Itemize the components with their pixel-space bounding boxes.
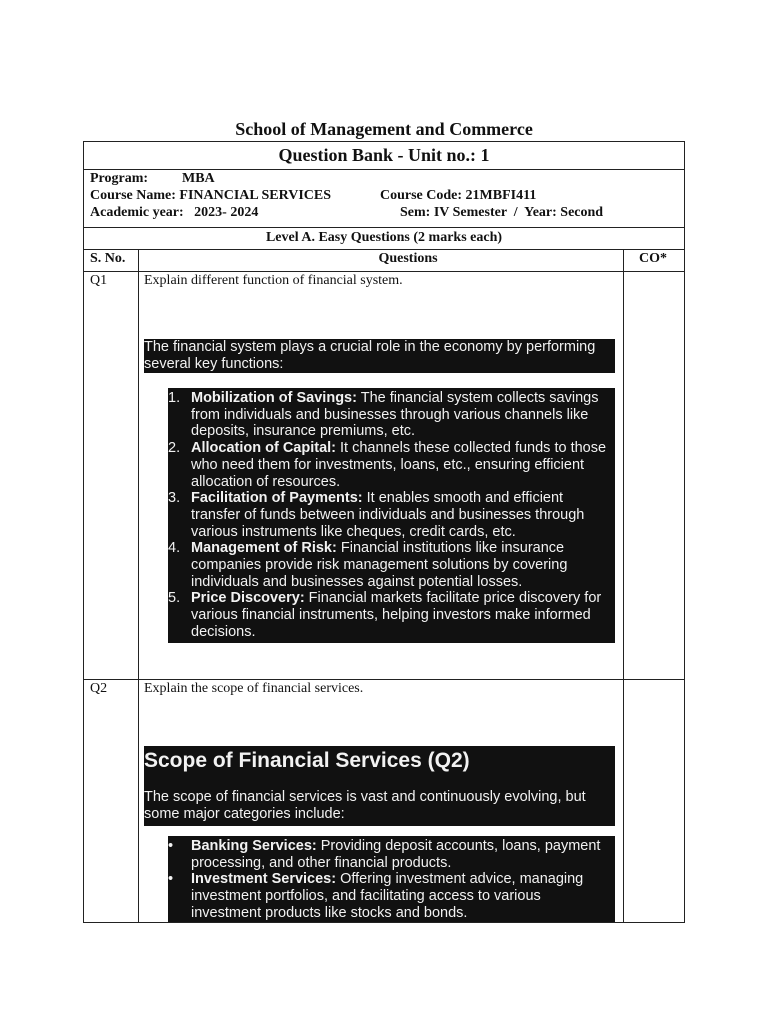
question-text: Explain the scope of financial services. <box>144 681 364 696</box>
column-divider <box>138 250 139 923</box>
answer-intro: The scope of financial services is vast and continuously evolving, but some major categories include: <box>144 789 586 822</box>
question-bank-table <box>83 141 685 923</box>
school-name: School of Management and Commerce <box>235 119 533 139</box>
header-questions: Questions <box>378 251 438 266</box>
question-number: Q2 <box>90 681 108 696</box>
list-item: 4. Management of Risk: Financial institutions like insurance companies provide risk management solutions by covering individuals and businesses against potential losses. <box>168 540 568 590</box>
program-label: Program: <box>90 171 149 186</box>
level-heading: Level A. Easy Questions (2 marks each) <box>265 230 503 245</box>
question-number: Q1 <box>90 273 108 288</box>
program-value: MBA <box>182 171 215 186</box>
sem-year: Sem: IV Semester / Year: Second <box>400 205 604 220</box>
answer-list <box>168 388 615 643</box>
list-item: 1. Mobilization of Savings: The financial system collects savings from individuals and businesses through various channels like deposits, insurance premiums, etc. <box>168 390 599 440</box>
course-name: Course Name: FINANCIAL SERVICES <box>90 188 332 203</box>
answer-list <box>168 836 615 923</box>
answer-intro: The financial system plays a crucial role in the economy by performing several key functions: <box>144 339 615 373</box>
divider <box>84 271 684 272</box>
course-code: Course Code: 21MBFI411 <box>380 188 537 203</box>
list-item: 2. Allocation of Capital: It channels these collected funds to those who need them for investments, loans, etc., ensuring efficient allocation of resources. <box>168 440 607 490</box>
list-item: 5. Price Discovery: Financial markets facilitate price discovery for various financial instruments, helping investors make informed decisions. <box>168 590 602 640</box>
list-item: • Banking Services: Providing deposit accounts, loans, payment processing, and other financial products. <box>168 838 601 871</box>
column-divider <box>623 250 624 923</box>
header-sno: S. No. <box>90 251 126 266</box>
list-item: • Investment Services: Offering investment advice, managing investment portfolios, and facilitating access to various investment products like stocks and bonds. <box>168 871 584 921</box>
course-info <box>90 170 685 221</box>
question-text: Explain different function of financial system. <box>144 273 403 288</box>
header-co: CO* <box>639 251 667 266</box>
table-header <box>84 249 684 271</box>
answer-heading: Scope of Financial Services (Q2) <box>144 749 470 772</box>
academic-year: Academic year: 2023- 2024 <box>90 205 259 220</box>
divider <box>84 679 684 680</box>
unit-title: Question Bank - Unit no.: 1 <box>278 145 490 165</box>
answer-block <box>144 746 615 826</box>
list-item: 3. Facilitation of Payments: It enables smooth and efficient transfer of funds between individuals and businesses through various instruments like cheques, credit cards, etc. <box>168 490 585 540</box>
